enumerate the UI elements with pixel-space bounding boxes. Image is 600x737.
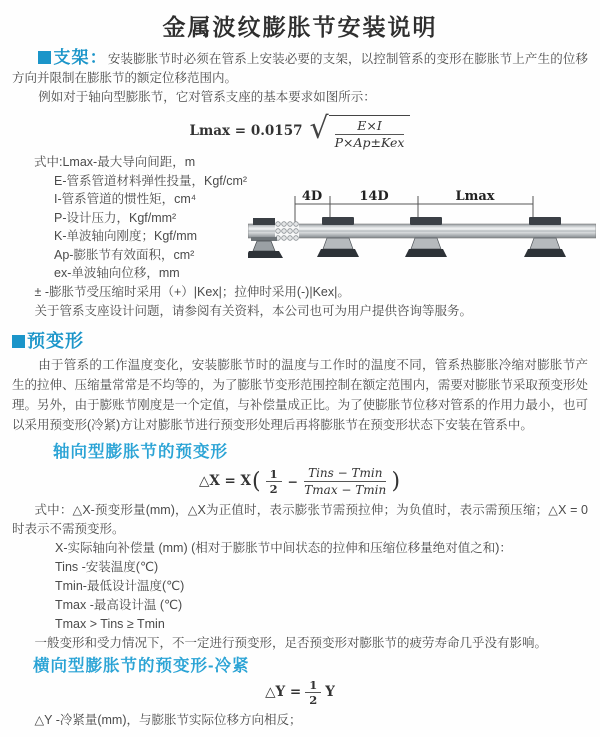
definition-line: ex-单波轴向位移，mm [54, 266, 180, 280]
formula-delta-x [12, 465, 588, 499]
predeform-paragraph: 由于管系的工作温度变化，安装膨胀节时的温度与工作时的温度不同，管系热膨胀冷缩对膨胀节产生的拉伸、压缩量常常是不均等的，为了膨胀节变形范围控制在额定范围内，需要对膨胀节采取预变形处理。另外，由于膨账节刚度是一个定值，与补偿量成正比。为了使膨胀节位移对管系的作用力最小，也可以采用预变形(冷紧)方让对膨胀节进行预变形处理后再将膨胀节在预变形状态下安装在管系中。 [12, 357, 588, 432]
lateral-note: △Y -冷紧量(mm)，与膨胀节实际位移方向相反； [34, 712, 302, 727]
support-example-line: 例如对于轴向型膨胀节，它对管系支座的基本要求如图所示： [38, 90, 376, 104]
predeform-heading-text: 预变形 [27, 330, 84, 351]
half-denominator: 2 [309, 693, 318, 707]
dim-label-14d: 14D [359, 189, 389, 204]
formula-lmax-denominator: P×Ap±Kex [334, 135, 405, 150]
radical-sign-icon: √ [309, 111, 329, 146]
half-numerator: 1 [305, 679, 321, 693]
one-half-fraction [266, 468, 282, 495]
section-marker-icon [38, 51, 51, 64]
dim-label-lmax: Lmax [455, 189, 495, 204]
axial-note-line: Tmin-最低设计温度(℃) [55, 578, 185, 593]
formula-dx-lhs: △X = X [198, 473, 251, 489]
definition-line: E-管系管道材料弹性投量，Kgf/cm² [54, 173, 248, 188]
one-half-fraction [305, 679, 321, 706]
definition-line: Ap-膨胀节有效面积，cm² [54, 247, 195, 262]
subheading-axial: 轴向型膨胀节的预变形 [53, 442, 228, 461]
formula-dy-rhs: Y [325, 684, 335, 700]
half-denominator: 2 [269, 482, 278, 496]
formula-dy-lhs: △Y = [265, 684, 302, 700]
left-paren: ( [251, 468, 261, 494]
support-intro-text: 安装膨胀节时必须在管系上安装必要的支架，以控制管系的变形在膨胀节上产生的位移方向并限制在膨胀节的额定位移范围内。 [12, 52, 588, 85]
axial-note-main: 式中：△X-预变形量(mm)，△X为正值时，表示膨张节需预拉伸；为负值时，表示需预压缩；△X = 0时表示不需预变形。 [12, 502, 588, 536]
support-closing-line: 关于管系支座设计问题，请参阅有关资料，本公司也可为用户提供咨询等服务。 [34, 303, 473, 318]
axial-note-line: Tins -安装温度(℃) [55, 559, 159, 574]
temp-numerator: Tins − Tmin [304, 466, 386, 482]
section-heading-predeform [12, 329, 588, 353]
half-numerator: 1 [266, 468, 282, 482]
pipe-support-diagram [248, 188, 596, 272]
temp-denominator: Tmax − Tmin [304, 483, 387, 497]
right-paren: ) [391, 468, 401, 494]
subheading-lateral: 横向型膨胀节的预变形-冷紧 [33, 656, 250, 675]
support-intro-paragraph [12, 48, 588, 88]
sqrt-radical [309, 112, 410, 150]
section-heading-support: 支架： [53, 48, 108, 67]
temperature-fraction [304, 466, 386, 497]
axial-note-general: 一般变形和受力情况下，不一定进行预变形，足否预变形对膨胀节的疲劳寿命几乎没有影响。 [34, 635, 548, 650]
pipe-diagram-svg [248, 188, 596, 272]
formula-lmax-numerator: E×I [335, 118, 405, 135]
axial-note-line: Tmax -最高设计温 (℃) [55, 597, 183, 612]
formula-delta-y [12, 679, 588, 707]
plus-minus-note: ± -膨胀节受压缩时采用（+）|Kex|；拉伸时采用(-)|Kex|。 [34, 284, 350, 299]
page-title: 金属波纹膨胀节安装说明 [162, 14, 438, 40]
definition-line: P-设计压力，Kgf/mm² [54, 210, 177, 225]
bellows-icon [275, 222, 299, 241]
axial-note-line: Tmax > Tins ≥ Tmin [55, 616, 165, 631]
formula-lmax-lhs: Lmax = 0.0157 [189, 122, 303, 139]
definition-line: I-管系管道的惯性矩，cm⁴ [54, 192, 197, 206]
definition-line: 式中:Lmax-最大导向间距，m [34, 155, 196, 169]
definition-line: K-单波轴向刚度；Kgf/mm [54, 229, 198, 243]
axial-note-line: X-实际轴向补偿量 (mm) (相对于膨胀节中间状态的拉伸和压缩位移量绝对值之和)： [55, 540, 512, 555]
formula-lmax [12, 113, 588, 149]
section-marker-icon [12, 335, 25, 348]
minus-sign: − [287, 474, 299, 489]
dim-label-4d: 4D [301, 189, 323, 204]
